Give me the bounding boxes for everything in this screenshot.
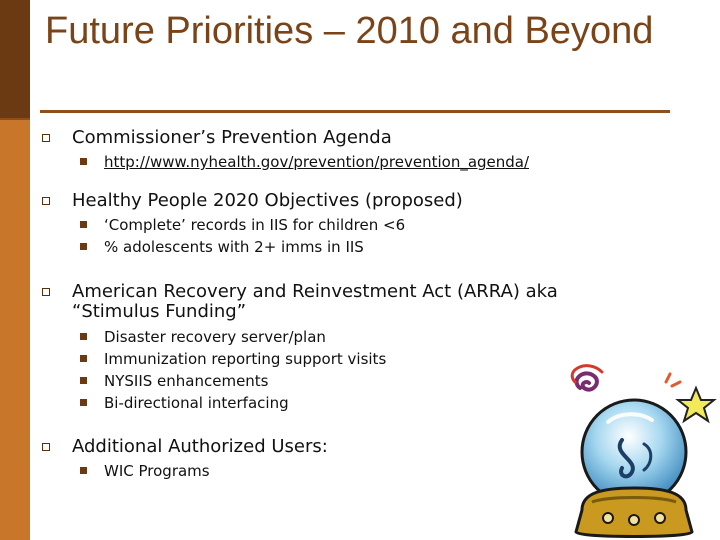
bullet-item-arra: [38, 282, 578, 322]
slide-title: Future Priorities – 2010 and Beyond: [45, 10, 654, 52]
bullet-text: Commissioner’s Prevention Agenda: [72, 127, 392, 148]
sub-bullet-item: [38, 236, 578, 258]
sub-bullet-text: WIC Programs: [104, 462, 210, 480]
sub-bullet-item: [38, 348, 578, 370]
square-filled-bullet-icon: [80, 399, 87, 406]
sub-bullet-text: NYSIIS enhancements: [104, 372, 269, 390]
square-filled-bullet-icon: [80, 333, 87, 340]
bullet-text: Additional Authorized Users:: [72, 436, 328, 457]
slide-content: [38, 124, 578, 482]
sub-bullet-item: [38, 151, 578, 173]
sub-bullet-item: [38, 460, 578, 482]
square-outline-bullet-icon: [42, 443, 50, 451]
square-outline-bullet-icon: [42, 197, 50, 205]
square-filled-bullet-icon: [80, 467, 87, 474]
sub-bullet-text: Disaster recovery server/plan: [104, 328, 326, 346]
square-filled-bullet-icon: [80, 221, 87, 228]
prevention-agenda-link[interactable]: http://www.nyhealth.gov/prevention/prevention_agenda/: [104, 153, 530, 171]
bullet-text: Healthy People 2020 Objectives (proposed): [72, 190, 463, 211]
square-outline-bullet-icon: [42, 288, 50, 296]
square-filled-bullet-icon: [80, 377, 87, 384]
square-filled-bullet-icon: [80, 243, 87, 250]
sub-bullet-item: [38, 392, 578, 414]
square-outline-bullet-icon: [42, 134, 50, 142]
bullet-item-healthy-people: [38, 191, 578, 211]
sidebar-stripe-top: [0, 0, 30, 118]
sub-bullet-text: % adolescents with 2+ imms in IIS: [104, 238, 364, 256]
sub-bullet-text: Bi-directional interfacing: [104, 394, 289, 412]
sub-bullet-text: Immunization reporting support visits: [104, 350, 387, 368]
sub-bullet-item: [38, 326, 578, 348]
bullet-item-prevention-agenda: [38, 128, 578, 148]
crystal-ball-icon: [548, 360, 720, 540]
bullet-text: American Recovery and Reinvestment Act (ARRA) aka “Stimulus Funding”: [72, 281, 558, 322]
square-filled-bullet-icon: [80, 158, 87, 165]
square-filled-bullet-icon: [80, 355, 87, 362]
sub-bullet-text: ‘Complete’ records in IIS for children <6: [104, 216, 406, 234]
sidebar-stripe-seam: [0, 118, 30, 120]
bullet-item-authorized-users: [38, 437, 578, 457]
sub-bullet-item: [38, 370, 578, 392]
sub-bullet-item: [38, 214, 578, 236]
title-underline: [40, 110, 670, 113]
sidebar-stripe: [0, 0, 30, 540]
